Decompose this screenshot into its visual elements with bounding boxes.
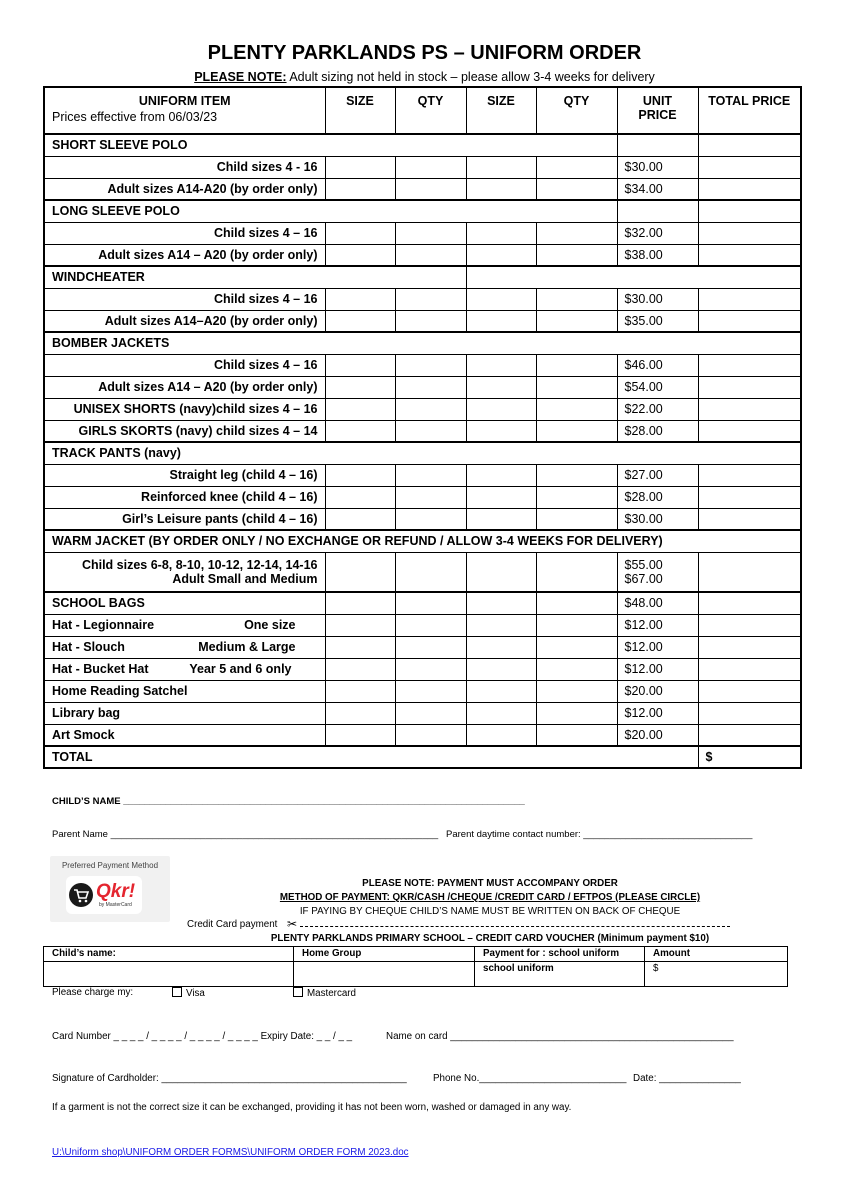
- scissors-icon: ✂: [287, 917, 298, 931]
- qty-cell[interactable]: [395, 702, 466, 724]
- total-cell[interactable]: [698, 134, 801, 156]
- item-label: Child sizes 6-8, 8-10, 10-12, 12-14, 14-16 Adult Small and Medium: [44, 552, 325, 592]
- total-label: TOTAL: [44, 746, 698, 768]
- size-cell[interactable]: [466, 592, 536, 614]
- total-cell[interactable]: [698, 658, 801, 680]
- total-cell[interactable]: [698, 398, 801, 420]
- size-cell[interactable]: [325, 614, 395, 636]
- unit-price: $30.00: [617, 288, 698, 310]
- unit-price: $12.00: [617, 614, 698, 636]
- table-row: [44, 222, 801, 244]
- header-uniform-item: UNIFORM ITEM Prices effective from 06/03/23: [44, 87, 325, 134]
- size-cell[interactable]: [325, 508, 395, 530]
- voucher-value-row: [44, 962, 788, 987]
- table-row: [44, 486, 801, 508]
- qty-cell[interactable]: [536, 398, 617, 420]
- size-cell[interactable]: [466, 354, 536, 376]
- unit-price: $12.00: [617, 658, 698, 680]
- size-cell[interactable]: [325, 222, 395, 244]
- credit-card-voucher-table: [43, 946, 788, 987]
- table-row: [44, 508, 801, 530]
- item-label: Child sizes 4 – 16: [44, 354, 325, 376]
- voucher-payment-for: Payment for : school uniform: [475, 947, 645, 962]
- size-cell[interactable]: [325, 244, 395, 266]
- total-cell[interactable]: [698, 310, 801, 332]
- unit-price: $20.00: [617, 680, 698, 702]
- voucher-title: PLENTY PARKLANDS PRIMARY SCHOOL – CREDIT CARD VOUCHER (Minimum payment $10): [270, 933, 710, 944]
- qty-cell[interactable]: [395, 178, 466, 200]
- item-label: Child sizes 4 – 16: [44, 222, 325, 244]
- size-cell[interactable]: [466, 680, 536, 702]
- header-total-price: TOTAL PRICE: [698, 87, 801, 134]
- size-cell[interactable]: [466, 376, 536, 398]
- item-label: UNISEX SHORTS (navy)child sizes 4 – 16: [44, 398, 325, 420]
- category-windcheater: WINDCHEATER: [44, 266, 466, 288]
- total-cell[interactable]: [698, 552, 801, 592]
- table-row: [44, 552, 801, 592]
- size-cell[interactable]: [325, 398, 395, 420]
- size-cell[interactable]: [466, 288, 536, 310]
- item-label: Straight leg (child 4 – 16): [44, 464, 325, 486]
- category-row: [44, 266, 801, 288]
- voucher-amount-input[interactable]: $: [645, 962, 788, 987]
- parent-name-field[interactable]: Parent Name ______________________________________________________________: [52, 829, 439, 840]
- size-cell[interactable]: [466, 222, 536, 244]
- qty-cell[interactable]: [536, 156, 617, 178]
- category-track-pants: TRACK PANTS (navy): [44, 442, 801, 464]
- qkr-brand: Qkr!: [96, 881, 136, 902]
- qty-cell[interactable]: [395, 288, 466, 310]
- category-row: [44, 530, 801, 552]
- size-cell[interactable]: [325, 552, 395, 592]
- total-cell[interactable]: [698, 702, 801, 724]
- size-cell[interactable]: [466, 156, 536, 178]
- qty-cell[interactable]: [536, 178, 617, 200]
- total-cell[interactable]: [698, 178, 801, 200]
- size-cell[interactable]: [325, 636, 395, 658]
- preferred-payment-label: Preferred Payment Method: [61, 861, 159, 870]
- qty-cell[interactable]: [395, 310, 466, 332]
- item-label: SCHOOL BAGS: [44, 592, 325, 614]
- total-cell[interactable]: [698, 636, 801, 658]
- total-cell[interactable]: [698, 614, 801, 636]
- total-cell[interactable]: [698, 508, 801, 530]
- size-cell[interactable]: [325, 702, 395, 724]
- qty-cell[interactable]: [536, 508, 617, 530]
- unit-price: $27.00: [617, 464, 698, 486]
- size-cell[interactable]: [466, 552, 536, 592]
- qty-cell[interactable]: [395, 376, 466, 398]
- header-qty-1: QTY: [395, 87, 466, 134]
- voucher-amount: Amount: [645, 947, 788, 962]
- size-cell[interactable]: [325, 464, 395, 486]
- qty-cell[interactable]: [536, 354, 617, 376]
- category-warm-jacket: WARM JACKET (BY ORDER ONLY / NO EXCHANGE OR REFUND / ALLOW 3-4 WEEKS FOR DELIVERY): [44, 530, 801, 552]
- item-label: Girl’s Leisure pants (child 4 – 16): [44, 508, 325, 530]
- table-row: [44, 636, 801, 658]
- qty-cell[interactable]: [395, 680, 466, 702]
- size-cell[interactable]: [325, 288, 395, 310]
- total-row: [44, 746, 801, 768]
- phone-field[interactable]: Phone No.___________________________: [433, 1073, 627, 1084]
- category-long-sleeve: LONG SLEEVE POLO: [44, 200, 617, 222]
- date-field[interactable]: Date: _______________: [633, 1073, 741, 1084]
- payment-note: PLEASE NOTE: PAYMENT MUST ACCOMPANY ORDER: [362, 878, 618, 889]
- header-unit-price: UNIT PRICE: [617, 87, 698, 134]
- size-cell[interactable]: [325, 156, 395, 178]
- size-cell[interactable]: [466, 658, 536, 680]
- item-label: Child sizes 4 - 16: [44, 156, 325, 178]
- childs-name-field[interactable]: CHILD’S NAME ____________________________________________________________________________: [52, 796, 525, 807]
- unit-price: $20.00: [617, 724, 698, 746]
- qty-cell[interactable]: [395, 592, 466, 614]
- visa-checkbox[interactable]: [172, 987, 182, 997]
- file-path-link[interactable]: U:\Uniform shop\UNIFORM ORDER FORMS\UNIFORM ORDER FORM 2023.doc: [52, 1147, 409, 1158]
- qty-cell[interactable]: [536, 614, 617, 636]
- total-cell[interactable]: [698, 592, 801, 614]
- table-row: [44, 614, 801, 636]
- size-cell[interactable]: [466, 464, 536, 486]
- size-cell[interactable]: [466, 420, 536, 442]
- item-label: Adult sizes A14 – A20 (by order only): [44, 376, 325, 398]
- table-row: [44, 354, 801, 376]
- table-row: [44, 288, 801, 310]
- qkr-by-mastercard: by MasterCard: [99, 902, 132, 908]
- unit-price: $32.00: [617, 222, 698, 244]
- table-row: [44, 658, 801, 680]
- size-cell[interactable]: [466, 244, 536, 266]
- qty-cell[interactable]: [536, 420, 617, 442]
- size-cell[interactable]: [325, 310, 395, 332]
- unit-price: $35.00: [617, 310, 698, 332]
- size-cell[interactable]: [325, 420, 395, 442]
- size-cell[interactable]: [325, 724, 395, 746]
- unit-price: $55.00 $67.00: [617, 552, 698, 592]
- voucher-child-input[interactable]: [44, 962, 294, 987]
- table-row: [44, 310, 801, 332]
- total-cell[interactable]: [698, 420, 801, 442]
- voucher-school-uniform: school uniform: [475, 962, 645, 987]
- table-row: [44, 592, 801, 614]
- size-cell[interactable]: [466, 636, 536, 658]
- item-label: Hat - Bucket Hat Year 5 and 6 only: [44, 658, 325, 680]
- header-size-1: SIZE: [325, 87, 395, 134]
- category-row: [44, 200, 801, 222]
- qty-cell[interactable]: [395, 508, 466, 530]
- category-row: [44, 442, 801, 464]
- size-cell[interactable]: [466, 310, 536, 332]
- size-cell[interactable]: [325, 680, 395, 702]
- total-cell[interactable]: [698, 156, 801, 178]
- voucher-home-group: Home Group: [294, 947, 475, 962]
- size-cell[interactable]: [466, 702, 536, 724]
- item-label: Adult sizes A14-A20 (by order only): [44, 178, 325, 200]
- category-row: [44, 332, 801, 354]
- table-header-row: [44, 87, 801, 134]
- size-cell[interactable]: [466, 486, 536, 508]
- payment-method: METHOD OF PAYMENT: QKR/CASH /CHEQUE /CREDIT CARD / EFTPOS (PLEASE CIRCLE): [279, 892, 701, 903]
- size-cell[interactable]: [325, 592, 395, 614]
- voucher-header-row: [44, 947, 788, 962]
- total-cell[interactable]: [698, 464, 801, 486]
- qty-cell[interactable]: [395, 636, 466, 658]
- table-row: [44, 178, 801, 200]
- mastercard-option[interactable]: Mastercard: [293, 987, 356, 999]
- qty-cell[interactable]: [536, 702, 617, 724]
- item-label: Child sizes 4 – 16: [44, 288, 325, 310]
- cut-line: [300, 926, 730, 927]
- visa-option[interactable]: Visa: [172, 987, 205, 999]
- exchange-policy: If a garment is not the correct size it can be exchanged, providing it has not been worn, washed or damaged in any way.: [52, 1102, 572, 1113]
- table-row: [44, 464, 801, 486]
- item-label: Hat - Legionnaire One size: [44, 614, 325, 636]
- size-cell[interactable]: [466, 614, 536, 636]
- total-cell[interactable]: [698, 200, 801, 222]
- credit-card-label: Credit Card payment: [187, 919, 278, 930]
- unit-price: $46.00: [617, 354, 698, 376]
- voucher-group-input[interactable]: [294, 962, 475, 987]
- table-row: [44, 376, 801, 398]
- grand-total-cell[interactable]: $: [698, 746, 801, 768]
- unit-price: $28.00: [617, 420, 698, 442]
- qkr-logo: [66, 876, 142, 914]
- header-qty-2: QTY: [536, 87, 617, 134]
- uniform-order-table: [43, 86, 802, 769]
- category-short-sleeve: SHORT SLEEVE POLO: [44, 134, 617, 156]
- unit-price: $48.00: [617, 592, 698, 614]
- total-cell[interactable]: [698, 244, 801, 266]
- qty-cell[interactable]: [536, 486, 617, 508]
- total-cell[interactable]: [698, 288, 801, 310]
- table-row: [44, 680, 801, 702]
- qty-cell[interactable]: [395, 420, 466, 442]
- qty-cell[interactable]: [395, 398, 466, 420]
- item-label: Adult sizes A14–A20 (by order only): [44, 310, 325, 332]
- unit-price: $30.00: [617, 156, 698, 178]
- table-row: [44, 398, 801, 420]
- size-cell[interactable]: [466, 178, 536, 200]
- total-cell[interactable]: [698, 376, 801, 398]
- qty-cell[interactable]: [536, 680, 617, 702]
- qty-cell[interactable]: [536, 636, 617, 658]
- size-cell[interactable]: [325, 376, 395, 398]
- qty-cell[interactable]: [536, 376, 617, 398]
- qty-cell[interactable]: [395, 552, 466, 592]
- table-row: [44, 156, 801, 178]
- charge-label: Please charge my:: [52, 987, 134, 998]
- parent-contact-field[interactable]: Parent daytime contact number: ________________________________: [446, 829, 753, 840]
- size-cell[interactable]: [466, 508, 536, 530]
- qty-cell[interactable]: [395, 156, 466, 178]
- qty-cell[interactable]: [536, 552, 617, 592]
- unit-price: $12.00: [617, 702, 698, 724]
- category-row: [44, 134, 801, 156]
- voucher-child-name: Child’s name:: [44, 947, 294, 962]
- note-text: Adult sizing not held in stock – please allow 3-4 weeks for delivery: [286, 70, 655, 84]
- unit-price: $12.00: [617, 636, 698, 658]
- item-label: Hat - Slouch Medium & Large: [44, 636, 325, 658]
- table-row: [44, 420, 801, 442]
- qty-cell[interactable]: [395, 464, 466, 486]
- header-size-2: SIZE: [466, 87, 536, 134]
- mastercard-checkbox[interactable]: [293, 987, 303, 997]
- unit-price: $38.00: [617, 244, 698, 266]
- qty-cell[interactable]: [536, 244, 617, 266]
- total-cell[interactable]: [698, 354, 801, 376]
- total-cell[interactable]: [698, 486, 801, 508]
- qty-cell[interactable]: [536, 222, 617, 244]
- item-label: Reinforced knee (child 4 – 16): [44, 486, 325, 508]
- table-row: [44, 244, 801, 266]
- unit-price: $28.00: [617, 486, 698, 508]
- qty-cell[interactable]: [395, 244, 466, 266]
- item-label: Library bag: [44, 702, 325, 724]
- qty-cell[interactable]: [395, 354, 466, 376]
- qty-cell[interactable]: [536, 592, 617, 614]
- delivery-note: [0, 70, 849, 84]
- unit-price: $22.00: [617, 398, 698, 420]
- item-label: Art Smock: [44, 724, 325, 746]
- name-on-card-field[interactable]: Name on card ____________________________________________________: [386, 1031, 734, 1042]
- size-cell[interactable]: [466, 724, 536, 746]
- item-label: Home Reading Satchel: [44, 680, 325, 702]
- prices-effective: Prices effective from 06/03/23: [52, 110, 218, 124]
- qty-cell[interactable]: [395, 222, 466, 244]
- unit-price: $34.00: [617, 178, 698, 200]
- qty-cell[interactable]: [536, 310, 617, 332]
- size-cell[interactable]: [325, 354, 395, 376]
- cheque-note: IF PAYING BY CHEQUE CHILD’S NAME MUST BE WRITTEN ON BACK OF CHEQUE: [299, 906, 681, 917]
- total-cell[interactable]: [698, 680, 801, 702]
- size-cell[interactable]: [325, 178, 395, 200]
- size-cell[interactable]: [325, 486, 395, 508]
- unit-price: $54.00: [617, 376, 698, 398]
- qty-cell[interactable]: [395, 724, 466, 746]
- total-cell[interactable]: [698, 222, 801, 244]
- page-title: PLENTY PARKLANDS PS – UNIFORM ORDER: [207, 42, 642, 64]
- qty-cell[interactable]: [395, 658, 466, 680]
- category-bomber: BOMBER JACKETS: [44, 332, 801, 354]
- item-label: GIRLS SKORTS (navy) child sizes 4 – 14: [44, 420, 325, 442]
- note-label: PLEASE NOTE:: [194, 70, 287, 84]
- total-cell[interactable]: [698, 724, 801, 746]
- size-cell[interactable]: [466, 398, 536, 420]
- qty-cell[interactable]: [536, 658, 617, 680]
- card-number-field[interactable]: Card Number _ _ _ _ / _ _ _ _ / _ _ _ _ / _ _ _ _ Expiry Date: _ _ / _ _: [52, 1031, 353, 1042]
- unit-price: $30.00: [617, 508, 698, 530]
- table-row: [44, 724, 801, 746]
- item-label: Adult sizes A14 – A20 (by order only): [44, 244, 325, 266]
- size-cell[interactable]: [325, 658, 395, 680]
- qty-cell[interactable]: [536, 724, 617, 746]
- table-row: [44, 702, 801, 724]
- qty-cell[interactable]: [536, 288, 617, 310]
- signature-field[interactable]: Signature of Cardholder: _____________________________________________: [52, 1073, 407, 1084]
- qty-cell[interactable]: [395, 486, 466, 508]
- qty-cell[interactable]: [536, 464, 617, 486]
- qty-cell[interactable]: [395, 614, 466, 636]
